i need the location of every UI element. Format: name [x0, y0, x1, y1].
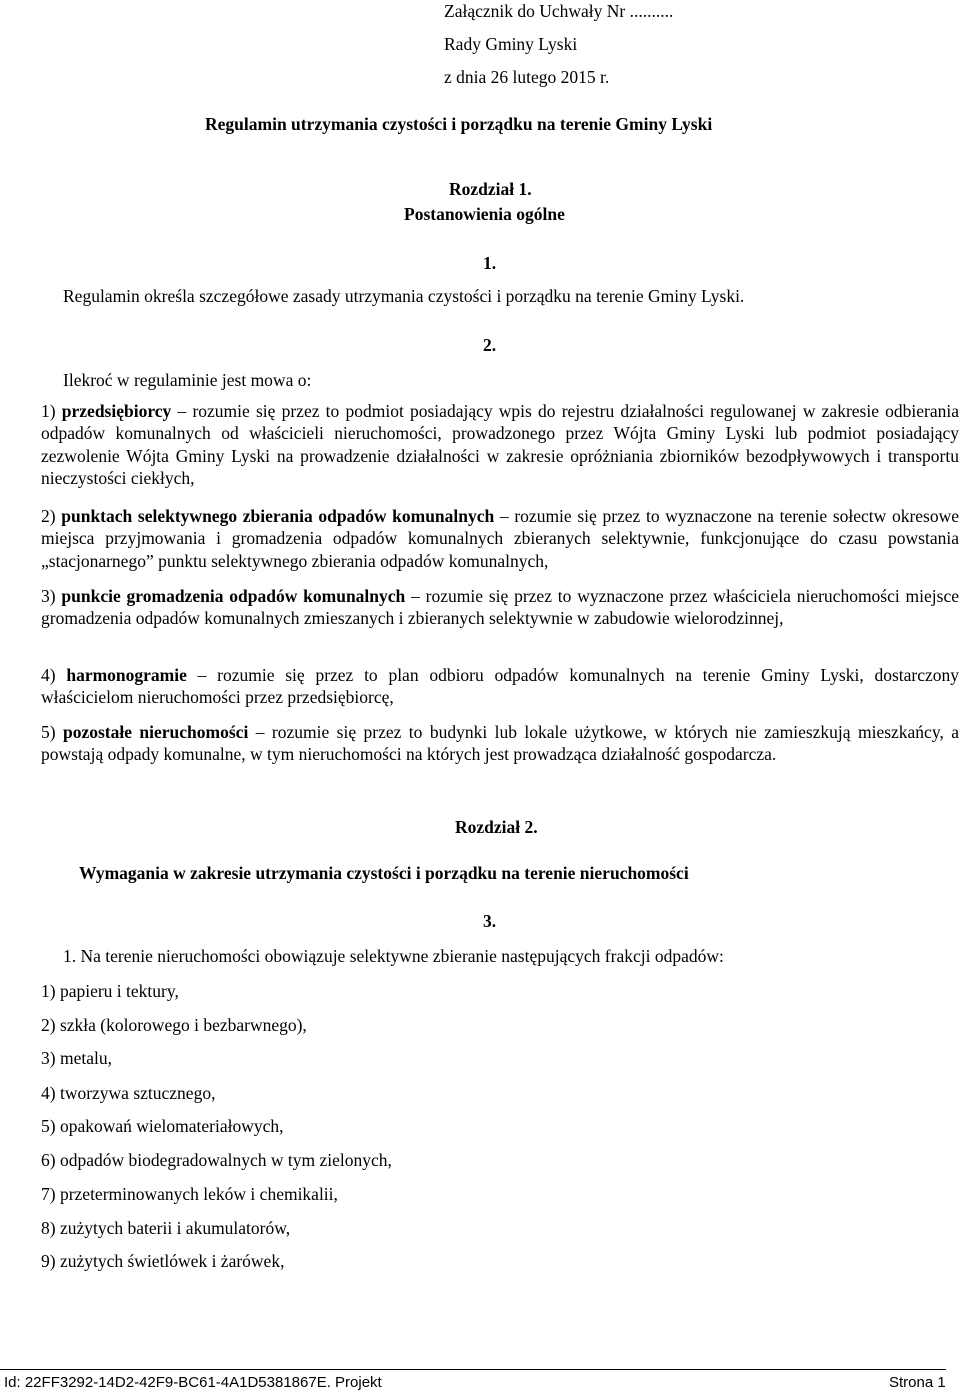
- document-title: Regulamin utrzymania czystości i porządku na terenie Gminy Lyski: [205, 114, 713, 134]
- paragraph-3-marker: 3.: [483, 911, 497, 931]
- list-item: 2) szkła (kolorowego i bezbarwnego),: [41, 1015, 307, 1035]
- paragraph-1-text: Regulamin określa szczegółowe zasady utrzymania czystości i porządku na terenie Gminy Lyski.: [63, 286, 745, 306]
- list-item: 3) metalu,: [41, 1048, 112, 1068]
- definition-item: 5) pozostałe nieruchomości – rozumie się przez to budynki lub lokale użytkowe, w których nie zamieszkują mieszkańcy, a powstają odpady komunalne, w tym nieruchomości na których jest prowadząca działalność gospodarcza.: [41, 722, 959, 765]
- paragraph-1-marker: 1.: [483, 253, 497, 273]
- list-item: 9) zużytych świetlówek i żarówek,: [41, 1251, 285, 1271]
- paragraph-2-marker: 2.: [483, 335, 497, 355]
- list-item: 4) tworzywa sztucznego,: [41, 1083, 216, 1103]
- page-number: Strona 1: [889, 1374, 946, 1391]
- chapter-1-subheading: Postanowienia ogólne: [404, 204, 565, 224]
- attachment-label: Załącznik do Uchwały Nr ..........: [444, 1, 674, 21]
- list-item: 6) odpadów biodegradowalnych w tym zielonych,: [41, 1150, 392, 1170]
- definition-item: 2) punktach selektywnego zbierania odpadów komunalnych – rozumie się przez to wyznaczone na terenie sołectw okresowe miejsca przyjmowania i gromadzenia odpadów komunalnych zbieranych selektywnie, funkcjonujące do czasu powstania „stacjonarnego” punktu selektywnego zbierania odpadów komunalnych,: [41, 506, 960, 571]
- definition-item: 3) punkcie gromadzenia odpadów komunalnych – rozumie się przez to wyznaczone przez właściciela nieruchomości miejsce gromadzenia odpadów komunalnych zmieszanych i zbieranych selektywnie w zabudowie wielorodzinnej,: [41, 586, 960, 629]
- council-name: Rady Gminy Lyski: [444, 34, 578, 54]
- footer-divider: [0, 1369, 946, 1370]
- list-item: 8) zużytych baterii i akumulatorów,: [41, 1218, 291, 1238]
- list-item: 7) przeterminowanych leków i chemikalii,: [41, 1184, 338, 1204]
- list-item: 5) opakowań wielomateriałowych,: [41, 1116, 284, 1136]
- chapter-2-subheading: Wymagania w zakresie utrzymania czystości i porządku na terenie nieruchomości: [79, 863, 689, 883]
- paragraph-2-intro: Ilekroć w regulaminie jest mowa o:: [63, 370, 312, 390]
- definition-item: 4) harmonogramie – rozumie się przez to plan odbioru odpadów komunalnych na terenie Gminy Lyski, dostarczony właścicielom nieruchomości przez przedsiębiorcę,: [41, 665, 960, 708]
- document-id: Id: 22FF3292-14D2-42F9-BC61-4A1D5381867E. Projekt: [4, 1374, 382, 1391]
- document-date: z dnia 26 lutego 2015 r.: [444, 67, 610, 87]
- paragraph-3-intro: 1. Na terenie nieruchomości obowiązuje selektywne zbieranie następujących frakcji odpadów:: [63, 946, 724, 966]
- definition-item: 1) przedsiębiorcy – rozumie się przez to podmiot posiadający wpis do rejestru działalności regulowanej w zakresie odbierania odpadów komunalnych od właścicieli nieruchomości, prowadzonego przez Wójta Gminy Lyski lub podmiot posiadający zezwolenie Wójta Gminy Lyski na prowadzenie działalności w zakresie opróżniania zbiorników bezodpływowych i transportu nieczystości ciekłych,: [41, 401, 960, 488]
- chapter-1-heading: Rozdział 1.: [449, 179, 532, 199]
- chapter-2-heading: Rozdział 2.: [455, 817, 538, 837]
- list-item: 1) papieru i tektury,: [41, 981, 179, 1001]
